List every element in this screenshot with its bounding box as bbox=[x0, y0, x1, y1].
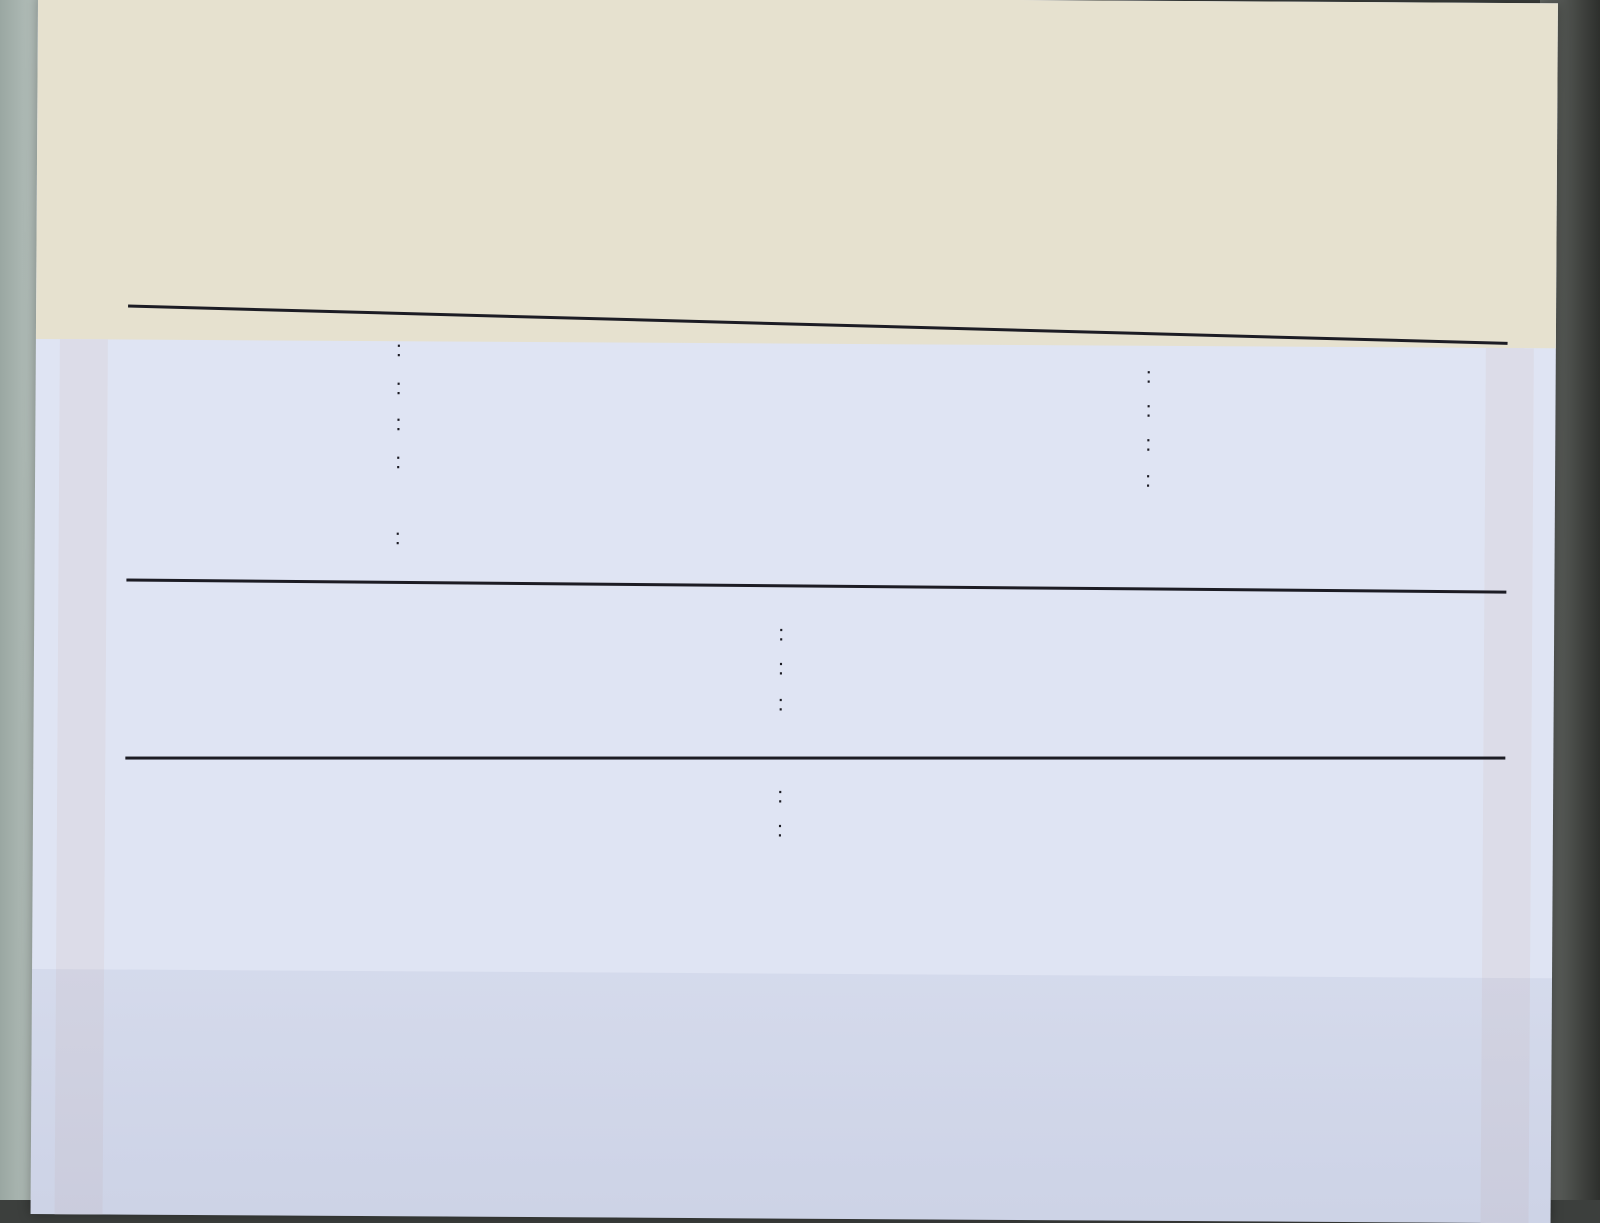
colon: : bbox=[1145, 467, 1151, 493]
colon: : bbox=[778, 691, 784, 717]
identification-document bbox=[31, 0, 1558, 1223]
colon: : bbox=[777, 817, 783, 843]
section-divider-mass bbox=[125, 757, 1505, 760]
colon: : bbox=[396, 336, 402, 362]
colon: : bbox=[395, 410, 401, 436]
colon: : bbox=[1146, 363, 1152, 389]
colon: : bbox=[396, 374, 402, 400]
watermark-header-band bbox=[36, 0, 1558, 348]
colon: : bbox=[1145, 431, 1151, 457]
colon: : bbox=[395, 524, 401, 550]
colon: : bbox=[1145, 397, 1151, 423]
paper-fold bbox=[31, 969, 1552, 1223]
colon: : bbox=[395, 448, 401, 474]
section-divider-vehicle bbox=[126, 579, 1506, 594]
colon: : bbox=[778, 621, 784, 647]
colon: : bbox=[777, 783, 783, 809]
colon: : bbox=[778, 655, 784, 681]
